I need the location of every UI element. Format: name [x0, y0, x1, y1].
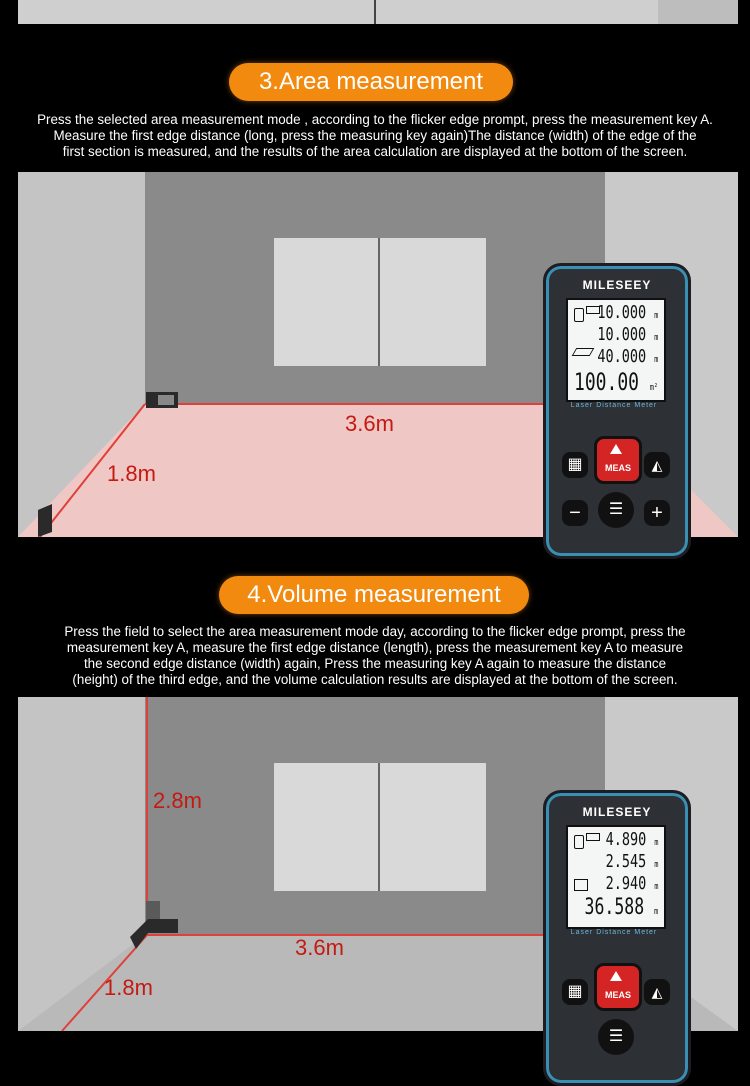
cube-mode-icon — [574, 879, 588, 891]
menu-icon: ☰ — [608, 501, 624, 518]
previous-scene-fragment — [18, 0, 738, 24]
warning-triangle-icon — [610, 444, 622, 454]
measure-mode-icon: ◭ — [651, 984, 663, 1000]
rectangle-mode-icon — [572, 348, 595, 356]
grid-icon: ▦ — [567, 983, 583, 1000]
warning-triangle-icon — [610, 971, 622, 981]
area-length-label: 3.6m — [345, 411, 394, 436]
device-subtitle: Laser Distance Meter — [570, 402, 658, 409]
plus-icon: + — [651, 502, 663, 524]
laser-icon — [574, 835, 584, 849]
laser-icon — [574, 308, 584, 322]
section-title-volume: 4.Volume measurement — [219, 576, 529, 614]
meas-button[interactable]: MEAS — [594, 436, 642, 484]
menu-button[interactable] — [598, 1019, 634, 1055]
minus-button[interactable] — [562, 500, 588, 526]
menu-icon: ☰ — [608, 1028, 624, 1045]
mode-button[interactable] — [644, 452, 670, 478]
grid-icon: ▦ — [567, 456, 583, 473]
lcd-display: 4.890 m 2.545 m 2.940 m 36.588 m — [566, 825, 666, 929]
mode-button[interactable] — [644, 979, 670, 1005]
area-width-label: 1.8m — [107, 461, 156, 486]
volume-height-label: 2.8m — [153, 788, 202, 813]
volume-width-label: 1.8m — [104, 975, 153, 1000]
volume-length-label: 3.6m — [295, 935, 344, 960]
section-description-volume: Press the field to select the area measurement mode day, according to the flicker edge prompt, press the measurement key A, measure the first edge distance (length), press the measurement key A to measure the second edge distance (width) again, Press the measuring key A again to measure the distance (height) of the third edge, and the volume calculation results are displayed at the bottom of the screen. — [64, 624, 686, 687]
laser-meter-device — [543, 263, 691, 559]
minus-icon: − — [569, 502, 581, 524]
device-subtitle: Laser Distance Meter — [570, 929, 658, 936]
section-title-area: 3.Area measurement — [229, 63, 513, 101]
battery-icon — [586, 833, 600, 841]
function-button[interactable] — [562, 452, 588, 478]
lcd-display: 10.000 m 10.000 m 40.000 m 100.00 m² — [566, 298, 666, 402]
menu-button[interactable] — [598, 492, 634, 528]
brand-logo: MILESEEY — [582, 278, 652, 292]
plus-button[interactable] — [644, 500, 670, 526]
meas-button[interactable]: MEAS — [594, 963, 642, 1011]
section-description-area: Press the selected area measurement mode , according to the flicker edge prompt, press the measurement key A. Measure the first edge distance (long, press the measuring key again)The distance (width) of the edge of the first section is measured, and the results of the area calculation are displayed at the bottom of the screen. — [37, 112, 713, 159]
measure-mode-icon: ◭ — [651, 457, 663, 473]
laser-meter-device — [543, 790, 691, 1086]
brand-logo: MILESEEY — [582, 805, 652, 819]
function-button[interactable] — [562, 979, 588, 1005]
